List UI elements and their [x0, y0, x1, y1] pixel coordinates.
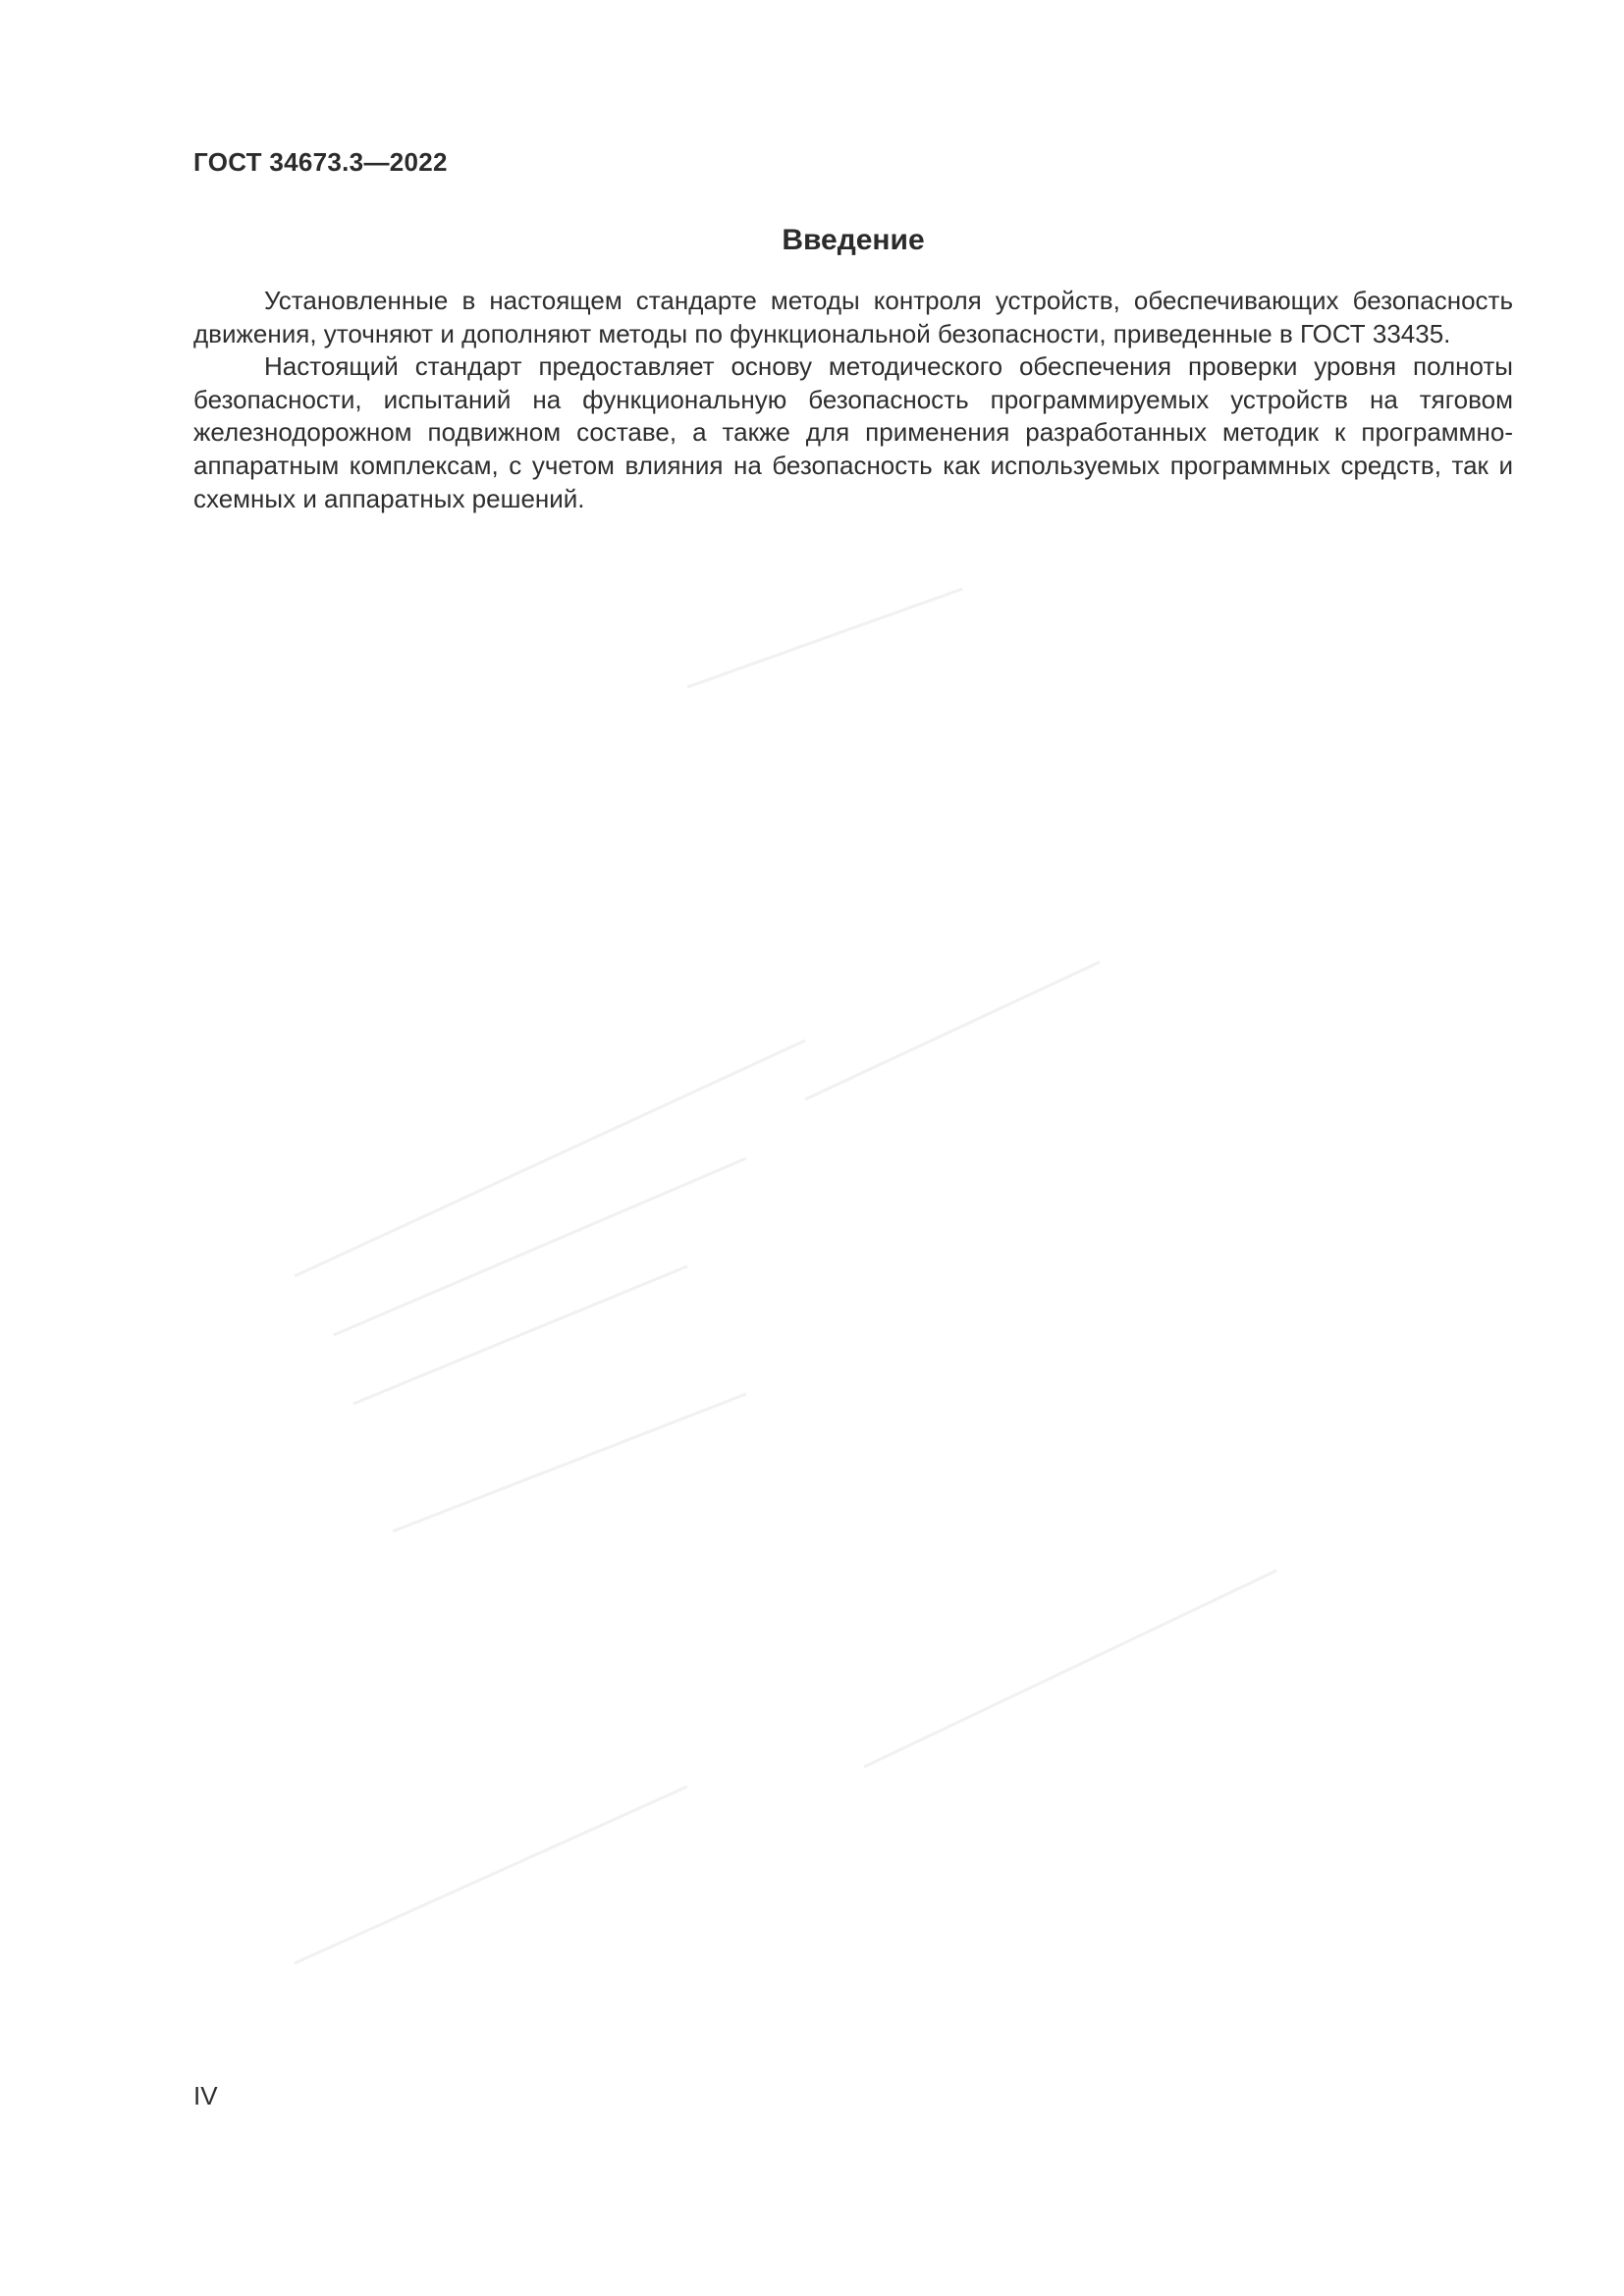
paragraph: Установленные в настоящем стандарте методы контроля устройств, обеспечивающих безопасность движения, уточняют и дополняют методы по функциональной безопасности, приведенные в ГОСТ 33435. [193, 286, 1513, 348]
page-number: IV [193, 2081, 218, 2110]
body-text [193, 285, 1513, 515]
paragraph: Настоящий стандарт предоставляет основу методического обеспечения проверки уровня полноты безопасности, испытаний на функциональную безопасность программируемых устройств на тяговом железнодорожном подвижном составе, а также для применения разработанных методик к программно-аппаратным комплексам, с учетом влияния на безопасность как используемых программных средств, так и схемных и аппаратных решений. [193, 351, 1513, 513]
document-number: ГОСТ 34673.3—2022 [193, 147, 448, 177]
section-title: Введение [782, 224, 925, 256]
